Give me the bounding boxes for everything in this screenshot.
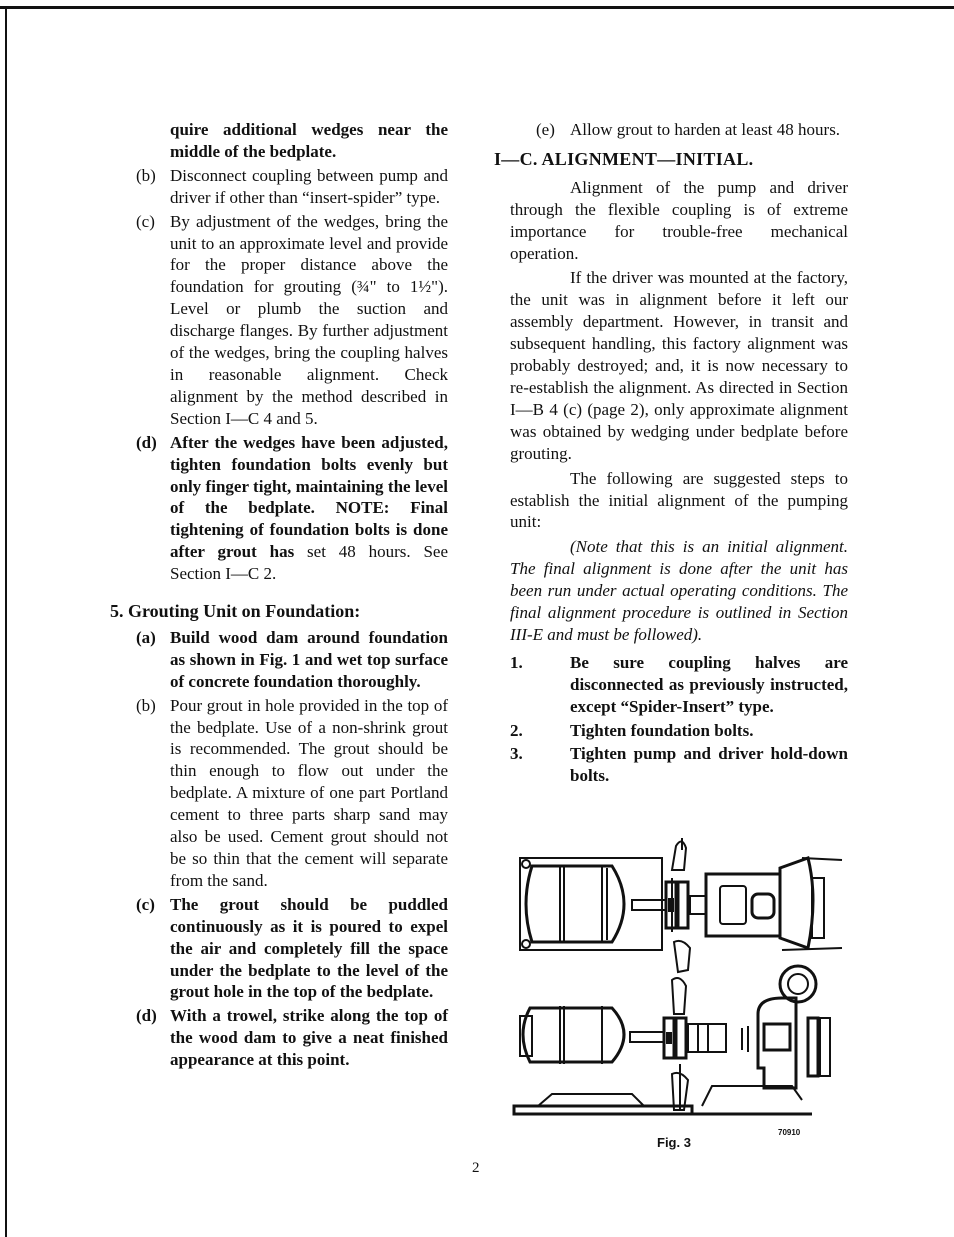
item-5d-label: (d)	[136, 1006, 157, 1026]
item-5d-text: With a trowel, strike along the top of the wood dam to give a neat finished appearance at this point.	[170, 1006, 448, 1070]
right-column	[494, 119, 848, 789]
section-5-title: 5. Grouting Unit on Foundation:	[110, 601, 361, 622]
figure-code: 70910	[778, 1128, 801, 1137]
figure-caption: Fig. 3	[657, 1135, 691, 1150]
item-b	[110, 165, 448, 209]
item-d-text-plain: set 48 hours. See Section I—C 2.	[170, 542, 449, 584]
item-d-label: (d)	[136, 432, 157, 452]
item-5c-label: (c)	[136, 894, 155, 914]
paragraph-1: Alignment of the pump and driver through the flexible coupling is of extreme importance for trouble-free mechanical operation.	[510, 177, 848, 263]
intro-continuation: quire additional wedges near the middle of the bedplate.	[170, 120, 448, 161]
item-d-text-bold: After the wedges have been adjusted, tighten foundation bolts evenly but only finger tight, maintaining the level of the bedplate. NOTE: Final tightening of foundation bolts is done after grout has	[170, 432, 448, 562]
item-5d	[110, 1005, 448, 1071]
left-border-rule	[5, 6, 7, 1237]
item-b-label: (b)	[136, 165, 156, 185]
alignment-note: (Note that this is an initial alignment. The final alignment is done after the unit has been run under actual operating conditions. The final alignment procedure is outlined in Section III-E and must be followed).	[510, 537, 848, 644]
item-5b-label: (b)	[136, 695, 156, 715]
step-2-number: 2.	[510, 720, 523, 740]
section-ic-heading: I—C. ALIGNMENT—INITIAL.	[494, 148, 754, 169]
item-5c	[110, 894, 448, 1004]
item-d	[110, 432, 448, 585]
step-3	[510, 743, 848, 787]
item-5a	[110, 627, 448, 693]
paragraph-2: If the driver was mounted at the factory, the unit was in alignment before it left our assembly department. However, in transit and subsequent handling, this factory alignment was probably destroyed; and, it is now necessary to re-establish the alignment. As directed in Section I—B 4 (c) (page 2), only approximate alignment was obtained by wedging under bedplate before grouting.	[510, 268, 848, 463]
figure-3-illustration	[512, 838, 846, 1118]
top-border-rule	[0, 6, 954, 9]
item-c-text: By adjustment of the wedges, bring the unit to an approximate level and provide for the proper distance above the foundation for grouting (¾" to 1½"). Level or plumb the suction and discharge flanges. By further adjustment of the wedges, bring the coupling halves in reasonable alignment. Check alignment by the method described in Section I—C 4 and 5.	[170, 211, 448, 428]
step-2	[510, 720, 848, 742]
page-number: 2	[472, 1160, 480, 1176]
item-b-text: Disconnect coupling between pump and driver if other than “insert-spider” type.	[170, 165, 448, 207]
step-3-number: 3.	[510, 744, 523, 764]
item-e	[510, 119, 848, 141]
left-column	[110, 119, 448, 1073]
step-1-text: Be sure coupling halves are disconnected as previously instructed, except “Spider-Insert” type.	[570, 652, 848, 716]
item-5b-text: Pour grout in hole provided in the top of the bedplate. Use of a non-shrink grout is recommended. The grout should be thin enough to flow out under the bedplate. A mixture of one part Portland cement to three parts sharp sand may also be used. Cement grout should not be so thin that the cement will separate from the sand.	[170, 695, 448, 890]
step-3-text: Tighten pump and driver hold-down bolts.	[570, 744, 848, 786]
step-2-text: Tighten foundation bolts.	[570, 720, 754, 740]
item-5a-text: Build wood dam around foundation as shown in Fig. 1 and wet top surface of concrete foundation thoroughly.	[170, 627, 448, 691]
item-e-text: Allow grout to harden at least 48 hours.	[570, 120, 841, 139]
item-e-label: (e)	[536, 120, 555, 139]
item-5a-label: (a)	[136, 627, 156, 647]
item-5b	[110, 695, 448, 892]
step-1	[510, 652, 848, 718]
step-1-number: 1.	[510, 652, 523, 672]
item-c	[110, 211, 448, 430]
top-view-drawing	[520, 838, 842, 972]
paragraph-3: The following are suggested steps to establish the initial alignment of the pumping unit:	[510, 468, 848, 532]
item-c-label: (c)	[136, 211, 155, 231]
item-5c-text: The grout should be puddled continuously as it is poured to expel the air and completely fill the space under the bedplate to the level of the grout hole in the top of the bedplate.	[170, 894, 448, 1002]
